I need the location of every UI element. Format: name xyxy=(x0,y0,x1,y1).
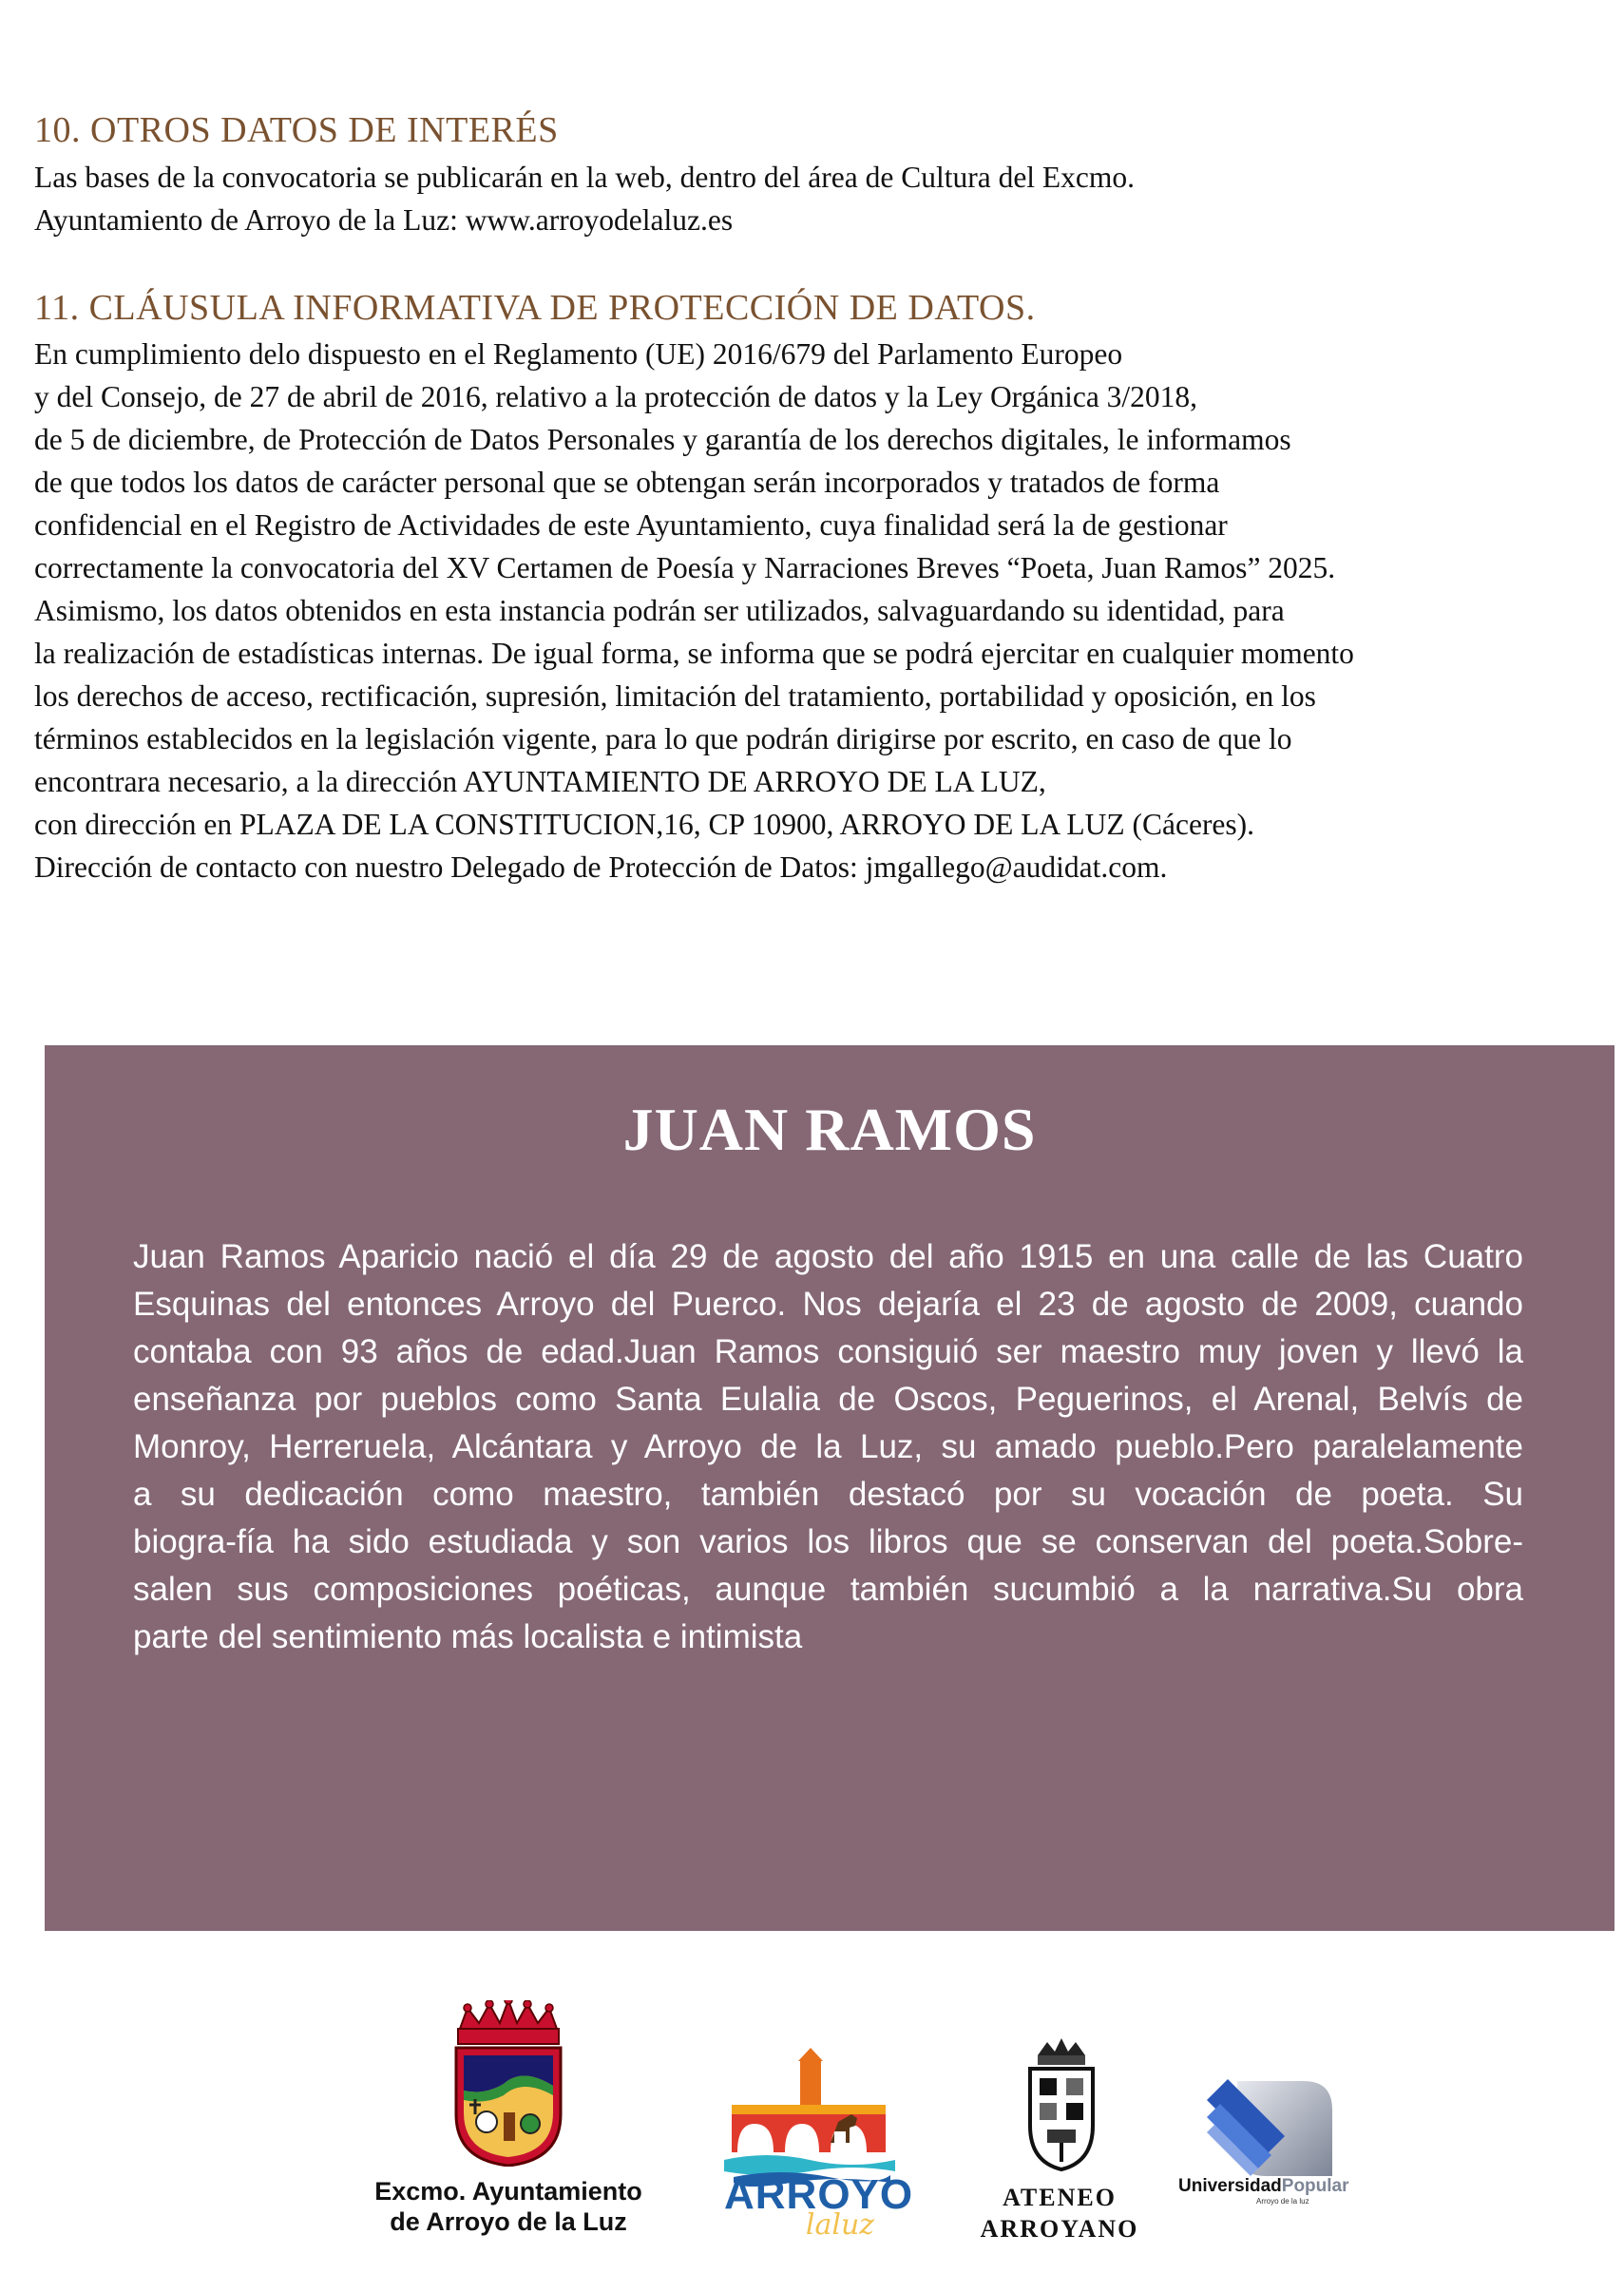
ayuntamiento-caption-line1: Excmo. Ayuntamiento xyxy=(374,2177,642,2206)
bio-line: Juan Ramos Aparicio nació el día 29 de agosto del año 1915 en una calle de las Cuatro xyxy=(133,1238,1523,1275)
ayuntamiento-caption-line2: de Arroyo de la Luz xyxy=(390,2207,627,2236)
bio-title: JUAN RAMOS xyxy=(622,1096,1037,1163)
section-11-line: de que todos los datos de carácter personal que se obtengan serán incorporados y tratados de forma xyxy=(34,466,1220,499)
bio-line: Esquinas del entonces Arroyo del Puerco. Nos dejaría el 23 de agosto de 2009, cuando xyxy=(133,1286,1523,1323)
section-11-line: correctamente la convocatoria del XV Certamen de Poesía y Narraciones Breves “Poeta, Juan Ramos” 2025. xyxy=(34,551,1336,584)
section-10-line: Ayuntamiento de Arroyo de la Luz: www.arroyodelaluz.es xyxy=(34,203,734,237)
section-11-line: los derechos de acceso, rectificación, supresión, limitación del tratamiento, portabilidad y oposición, en los xyxy=(34,679,1316,713)
section-10-heading: 10. OTROS DATOS DE INTERÉS xyxy=(34,110,559,150)
section-11-line: Dirección de contacto con nuestro Delegado de Protección de Datos: jmgallego@audidat.com. xyxy=(34,850,1168,884)
ayuntamiento-caption xyxy=(366,2176,651,2237)
arroyo-word: ARROYO xyxy=(724,2171,914,2218)
arroyo-laluz-logo xyxy=(724,2048,914,2243)
arroyo-script-word: laluz xyxy=(805,2208,875,2242)
bio-line: contaba con 93 años de edad.Juan Ramos consiguió ser maestro muy joven y llevó la xyxy=(133,1333,1523,1370)
popular-word: Popular xyxy=(1281,2176,1349,2196)
section-11-line: En cumplimiento delo dispuesto en el Reglamento (UE) 2016/679 del Parlamento Europeo xyxy=(34,337,1123,371)
bio-line: parte del sentimiento más localista e intimista xyxy=(133,1618,803,1655)
bio-line: biogra-fía ha sido estudiada y son varios los libros que se conservan del poeta.Sobre- xyxy=(133,1523,1523,1560)
section-11-line: de 5 de diciembre, de Protección de Datos Personales y garantía de los derechos digitales, le informamos xyxy=(34,423,1291,456)
section-10-line: Las bases de la convocatoria se publicarán en la web, dentro del área de Cultura del Excmo. xyxy=(34,161,1136,194)
bio-line: a su dedicación como maestro, también destacó por su vocación de poeta. Su xyxy=(133,1476,1523,1513)
universidad-popular-logo xyxy=(1178,2072,1349,2206)
bio-line: Monroy, Herreruela, Alcántara y Arroyo de la Luz, su amado pueblo.Pero paralelamente xyxy=(133,1428,1523,1465)
section-11-line: confidencial en el Registro de Actividades de este Ayuntamiento, cuya finalidad será la de gestionar xyxy=(34,508,1228,542)
ayuntamiento-coat-of-arms-icon xyxy=(447,2000,570,2167)
ateneo-caption xyxy=(965,2182,1155,2244)
ateneo-caption-line2: ARROYANO xyxy=(980,2215,1139,2243)
bio-line: enseñanza por pueblos como Santa Eulalia de Oscos, Peguerinos, el Arenal, Belvís de xyxy=(133,1381,1523,1418)
universidad-word: Universidad xyxy=(1178,2176,1282,2196)
section-11-line: con dirección en PLAZA DE LA CONSTITUCION,16, CP 10900, ARROYO DE LA LUZ (Cáceres). xyxy=(34,808,1255,841)
section-11-line: y del Consejo, de 27 de abril de 2016, relativo a la protección de datos y la Ley Orgánica 3/2018, xyxy=(34,380,1198,413)
bio-box xyxy=(45,1045,1614,1931)
section-11-line: términos establecidos en la legislación vigente, para lo que podrán dirigirse por escrito, en caso de que lo xyxy=(34,722,1292,755)
section-11-line: encontrara necesario, a la dirección AYUNTAMIENTO DE ARROYO DE LA LUZ, xyxy=(34,765,1046,798)
ateneo-crest-icon xyxy=(1019,2038,1104,2181)
universidad-sub: Arroyo de la luz xyxy=(1256,2197,1309,2206)
ateneo-caption-line1: ATENEO xyxy=(1003,2184,1117,2211)
section-11-line: Asimismo, los datos obtenidos en esta instancia podrán ser utilizados, salvaguardando su identidad, para xyxy=(34,594,1285,627)
section-11-heading: 11. CLÁUSULA INFORMATIVA DE PROTECCIÓN DE DATOS. xyxy=(34,288,1036,328)
section-11-line: la realización de estadísticas internas. De igual forma, se informa que se podrá ejercitar en cualquier momento xyxy=(34,637,1354,670)
universidad-popular-wordmark xyxy=(1178,2176,1368,2197)
bio-line: salen sus composiciones poéticas, aunque también sucumbió a la narrativa.Su obra xyxy=(133,1571,1523,1608)
